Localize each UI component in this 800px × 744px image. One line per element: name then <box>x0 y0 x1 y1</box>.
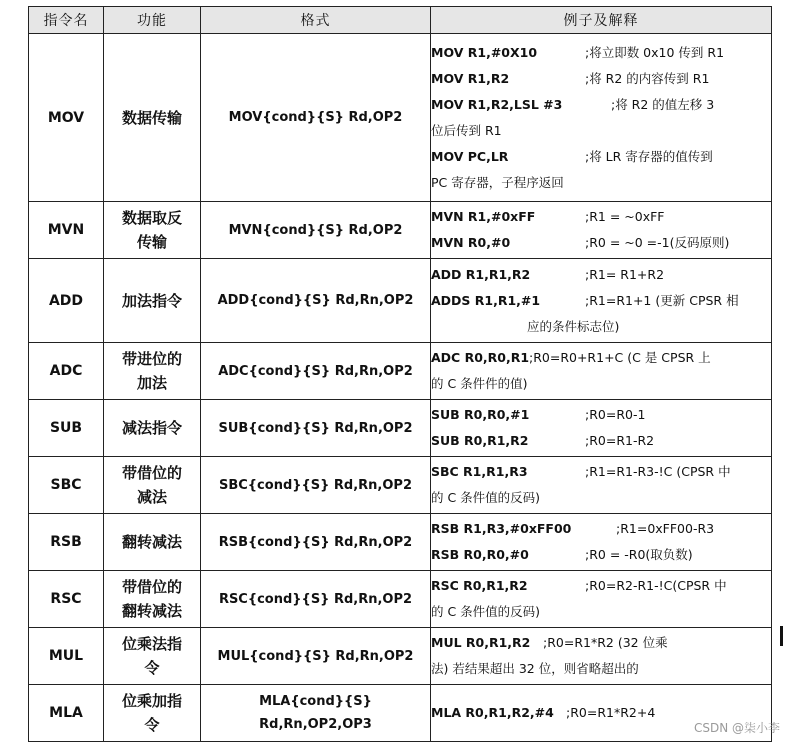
mnemonic-cell: SUB <box>29 400 104 457</box>
example-line <box>431 428 771 454</box>
function-cell <box>104 400 201 457</box>
function-cell <box>104 202 201 259</box>
example-code: MUL R0,R1,R2 <box>431 635 531 650</box>
format-line: RSB{cond}{S} Rd,Rn,OP2 <box>218 534 413 550</box>
format-line: MUL{cond}{S} Rd,Rn,OP2 <box>217 648 414 664</box>
format-line: MLA{cond}{S} <box>259 694 372 709</box>
mnemonic-cell: ADC <box>29 343 104 400</box>
format-cell <box>201 343 431 400</box>
example-line <box>431 459 771 485</box>
example-code: SBC R1,R1,R3 <box>431 464 528 479</box>
example-continuation: 的 C 条件值的反码) <box>431 604 541 619</box>
function-cell <box>104 628 201 685</box>
example-continuation: 位后传到 R1 <box>431 122 502 138</box>
table-row <box>29 457 772 514</box>
mnemonic-cell: ADD <box>29 259 104 343</box>
function-line: 带借位的 <box>121 578 182 596</box>
mnemonic-cell: SBC <box>29 457 104 514</box>
example-line <box>431 630 771 656</box>
example-continuation: 应的条件标志位) <box>527 318 620 334</box>
function-cell <box>104 259 201 343</box>
format-line: ADD{cond}{S} Rd,Rn,OP2 <box>217 293 414 308</box>
header-format: 格式 <box>201 7 431 34</box>
header-function: 功能 <box>104 7 201 34</box>
example-comment: ;将立即数 0x10 传到 R1 <box>585 44 725 60</box>
table-row <box>29 514 772 571</box>
example-line <box>431 144 771 170</box>
header-row <box>29 7 772 34</box>
example-cell <box>431 457 772 514</box>
format-line: Rd,Rn,OP2,OP3 <box>259 717 372 732</box>
function-line: 令 <box>144 716 160 734</box>
format-line: SUB{cond}{S} Rd,Rn,OP2 <box>218 420 413 436</box>
example-line <box>431 204 771 230</box>
function-line: 位乘加指 <box>121 692 182 710</box>
mnemonic-cell: MVN <box>29 202 104 259</box>
example-cell <box>431 400 772 457</box>
text-cursor-mark <box>780 626 783 646</box>
mnemonic-cell: RSB <box>29 514 104 571</box>
example-continuation: 的 C 条件件的值) <box>431 376 528 391</box>
function-cell <box>104 685 201 742</box>
header-mnemonic: 指令名 <box>29 7 104 34</box>
function-line: 加法 <box>136 374 167 392</box>
function-line: 带借位的 <box>121 464 182 482</box>
function-line: 传输 <box>136 233 167 251</box>
header-examples: 例子及解释 <box>431 7 772 34</box>
function-line: 数据传输 <box>121 108 182 127</box>
example-code: ADC R0,R0,R1 <box>431 350 530 365</box>
table-row <box>29 571 772 628</box>
example-comment: ;R1=R1-R3-!C (CPSR 中 <box>585 464 731 479</box>
function-line: 减法指令 <box>121 419 182 437</box>
example-cell <box>431 34 772 202</box>
format-cell <box>201 514 431 571</box>
format-cell <box>201 457 431 514</box>
example-comment: ;将 R2 的内容传到 R1 <box>585 70 710 86</box>
format-line: RSC{cond}{S} Rd,Rn,OP2 <box>218 591 413 607</box>
example-line <box>431 230 771 256</box>
example-comment: ;将 R2 的值左移 3 <box>611 96 715 112</box>
example-comment: ;R0=R1*R2+4 <box>566 705 656 720</box>
format-cell <box>201 259 431 343</box>
example-line <box>431 288 771 314</box>
example-code: MVN R0,#0 <box>431 235 511 250</box>
example-comment: ;R1 = ~0xFF <box>585 209 665 224</box>
example-code: RSB R0,R0,#0 <box>431 547 529 562</box>
example-comment: ;R0=R1*R2 (32 位乘 <box>543 635 668 650</box>
format-line: MVN{cond}{S} Rd,OP2 <box>228 222 403 238</box>
example-line <box>431 262 771 288</box>
function-line: 加法指令 <box>121 291 182 310</box>
example-code: SUB R0,R1,R2 <box>431 433 529 448</box>
mnemonic-cell: MLA <box>29 685 104 742</box>
function-line: 位乘法指 <box>121 635 182 653</box>
example-line <box>431 345 771 371</box>
mnemonic-cell: MUL <box>29 628 104 685</box>
example-code: RSC R0,R1,R2 <box>431 578 528 593</box>
example-cell <box>431 343 772 400</box>
example-code: ADDS R1,R1,#1 <box>431 292 541 308</box>
example-line <box>431 402 771 428</box>
format-line: ADC{cond}{S} Rd,Rn,OP2 <box>218 363 413 379</box>
table-row <box>29 400 772 457</box>
function-line: 翻转减法 <box>121 602 182 620</box>
format-cell <box>201 628 431 685</box>
example-comment: ;将 LR 寄存器的值传到 <box>585 148 713 164</box>
table-row <box>29 628 772 685</box>
example-code: RSB R1,R3,#0xFF00 <box>431 521 572 536</box>
function-cell <box>104 34 201 202</box>
mnemonic-cell: MOV <box>29 34 104 202</box>
example-comment: ;R0=R0-1 <box>585 407 646 422</box>
instruction-table <box>28 6 772 742</box>
example-line <box>431 516 771 542</box>
function-line: 减法 <box>136 488 167 506</box>
format-line: MOV{cond}{S} Rd,OP2 <box>228 110 403 125</box>
example-code: SUB R0,R0,#1 <box>431 407 530 422</box>
example-comment: ;R0 = -R0(取负数) <box>585 547 693 562</box>
example-continuation: 的 C 条件值的反码) <box>431 490 541 505</box>
format-line: SBC{cond}{S} Rd,Rn,OP2 <box>218 477 412 493</box>
format-cell <box>201 400 431 457</box>
format-cell <box>201 685 431 742</box>
example-code: ADD R1,R1,R2 <box>431 266 531 282</box>
table-row <box>29 259 772 343</box>
function-line: 数据取反 <box>121 209 182 227</box>
example-comment: ;R0=R1-R2 <box>585 433 655 448</box>
example-comment: ;R1=0xFF00-R3 <box>616 521 715 536</box>
format-cell <box>201 202 431 259</box>
example-line <box>431 542 771 568</box>
example-continuation: PC 寄存器，子程序返回 <box>431 174 564 190</box>
format-cell <box>201 571 431 628</box>
function-line: 令 <box>144 659 160 677</box>
example-cell <box>431 628 772 685</box>
example-line <box>431 66 771 92</box>
example-cell <box>431 514 772 571</box>
example-cell <box>431 571 772 628</box>
example-continuation: 法) 若结果超出 32 位，则省略超出的 <box>431 661 639 676</box>
table-row <box>29 202 772 259</box>
table-row <box>29 685 772 742</box>
function-cell <box>104 343 201 400</box>
function-line: 带进位的 <box>121 350 182 368</box>
example-line <box>431 40 771 66</box>
example-code: MOV PC,LR <box>431 148 509 164</box>
example-comment: ;R1=R1+1 (更新 CPSR 相 <box>585 292 739 308</box>
example-code: MOV R1,R2 <box>431 70 510 86</box>
format-cell <box>201 34 431 202</box>
function-cell <box>104 571 201 628</box>
mnemonic-cell: RSC <box>29 571 104 628</box>
example-line <box>431 92 771 118</box>
example-code: MLA R0,R1,R2,#4 <box>431 705 554 720</box>
example-comment: ;R0=R0+R1+C (C 是 CPSR 上 <box>529 350 711 365</box>
function-cell <box>104 457 201 514</box>
example-comment: ;R1= R1+R2 <box>585 266 665 282</box>
example-code: MOV R1,#0X10 <box>431 44 538 60</box>
watermark: CSDN @柒小李 <box>693 721 780 735</box>
example-comment: ;R0=R2-R1-!C(CPSR 中 <box>585 578 727 593</box>
example-code: MVN R1,#0xFF <box>431 209 536 224</box>
example-code: MOV R1,R2,LSL #3 <box>431 96 563 112</box>
table-row <box>29 343 772 400</box>
example-comment: ;R0 = ~0 =-1(反码原则) <box>585 235 730 250</box>
example-cell <box>431 259 772 343</box>
example-cell <box>431 202 772 259</box>
function-line: 翻转减法 <box>121 533 182 551</box>
example-line <box>431 573 771 599</box>
function-cell <box>104 514 201 571</box>
table-row <box>29 34 772 202</box>
